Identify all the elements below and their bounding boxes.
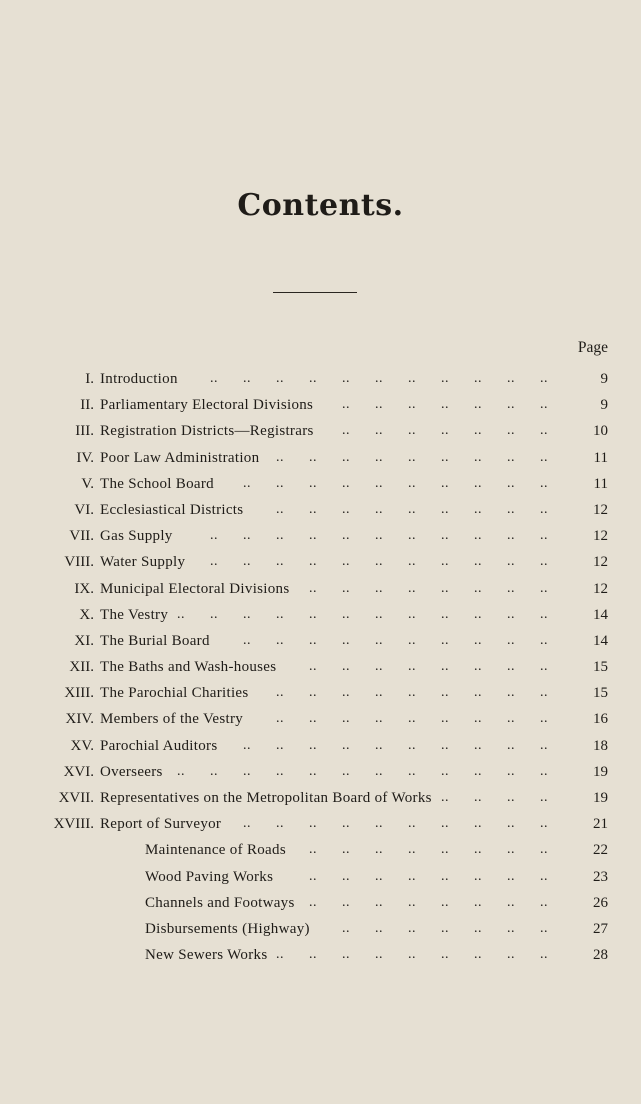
- dot-leader: ..: [342, 501, 350, 517]
- dot-leader: ..: [342, 659, 350, 675]
- toc-entry-number: I.: [85, 371, 94, 387]
- dot-leader: ..: [408, 554, 416, 570]
- dot-leader: ..: [540, 554, 548, 570]
- toc-entry: [0, 445, 641, 471]
- dot-leader: ..: [540, 920, 548, 936]
- dot-leader: ..: [243, 763, 251, 779]
- dot-leader: ..: [540, 868, 548, 884]
- dot-leader: ..: [507, 868, 515, 884]
- toc-entry: [0, 759, 641, 785]
- dot-leader: ..: [441, 763, 449, 779]
- dot-leader: ..: [309, 554, 317, 570]
- dot-leader: ..: [540, 449, 548, 465]
- dot-leader: ..: [474, 449, 482, 465]
- dot-leader: ..: [540, 371, 548, 386]
- dot-leader: ..: [408, 920, 416, 936]
- dot-leader: ..: [342, 371, 350, 386]
- dot-leader: ..: [309, 528, 317, 544]
- dot-leader: ..: [540, 606, 548, 622]
- dot-leader: ..: [309, 580, 317, 596]
- dot-leader: ..: [507, 423, 515, 439]
- toc-entry-page: 26: [593, 894, 608, 911]
- dot-leader: ..: [276, 554, 284, 570]
- toc-entry-page: 15: [593, 659, 608, 676]
- toc-entry-number: XVIII.: [53, 816, 94, 833]
- dot-leader: ..: [342, 842, 350, 858]
- dot-leader: ..: [375, 842, 383, 858]
- dot-leader: ..: [441, 842, 449, 858]
- dot-leader: ..: [276, 763, 284, 779]
- dot-leader: ..: [342, 632, 350, 648]
- dot-leader: ..: [441, 790, 449, 805]
- toc-entry-title: Registration Districts—Registrars: [100, 423, 314, 440]
- dot-leader: ..: [474, 894, 482, 910]
- toc-entry-title: Wood Paving Works: [145, 868, 274, 885]
- dot-leader: ..: [507, 554, 515, 570]
- dot-leader: ..: [474, 475, 482, 491]
- toc-entry-title: The Burial Board: [100, 632, 210, 649]
- dot-leader: ..: [441, 554, 449, 570]
- dot-leader: ..: [243, 475, 251, 491]
- dot-leader: ..: [507, 475, 515, 491]
- dot-leader: ..: [474, 920, 482, 936]
- dot-leader: ..: [309, 894, 317, 910]
- dot-leader: ..: [309, 632, 317, 648]
- dot-leader: ..: [408, 947, 416, 963]
- toc-entry-number: V.: [81, 475, 94, 492]
- dot-leader: ..: [474, 816, 482, 832]
- dot-leader: ..: [507, 894, 515, 910]
- dot-leader: ..: [276, 685, 284, 701]
- toc-entry-title: Water Supply: [100, 554, 186, 571]
- dot-leader: ..: [408, 501, 416, 517]
- dot-leader: ..: [276, 475, 284, 491]
- dot-leader: ..: [474, 423, 482, 439]
- dot-leader: ..: [408, 659, 416, 675]
- dot-leader: ..: [375, 659, 383, 675]
- toc-entry-page: 11: [593, 475, 608, 492]
- dot-leader: ..: [342, 528, 350, 544]
- toc-entry: [0, 890, 641, 916]
- dot-leader: ..: [507, 501, 515, 517]
- dot-leader: ..: [540, 659, 548, 675]
- dot-leader: ..: [408, 894, 416, 910]
- toc-entry-page: 15: [593, 685, 608, 702]
- toc-entry: [0, 733, 641, 759]
- toc-entry-page: 22: [593, 842, 608, 859]
- dot-leader: ..: [507, 632, 515, 648]
- dot-leader: ..: [441, 659, 449, 675]
- toc-entry: [0, 680, 641, 706]
- toc-entry-number: VII.: [69, 528, 94, 545]
- toc-entry: [0, 497, 641, 523]
- dot-leader: ..: [441, 816, 449, 832]
- toc-entry-page: 16: [593, 711, 608, 728]
- dot-leader: ..: [210, 606, 218, 622]
- dot-leader: ..: [474, 763, 482, 779]
- toc-entry-page: 19: [593, 763, 608, 780]
- dot-leader: ..: [375, 580, 383, 596]
- dot-leader: ..: [441, 501, 449, 517]
- dot-leader: ..: [507, 947, 515, 963]
- toc-entry: [0, 366, 641, 392]
- dot-leader: ..: [540, 737, 548, 753]
- dot-leader: ..: [276, 371, 284, 386]
- dot-leader: ..: [342, 423, 350, 439]
- title-rule: [273, 292, 357, 293]
- dot-leader: ..: [507, 920, 515, 936]
- toc-entry-number: XIV.: [65, 711, 94, 728]
- dot-leader: ..: [540, 397, 548, 413]
- dot-leader: ..: [474, 659, 482, 675]
- dot-leader: ..: [342, 816, 350, 832]
- dot-leader: ..: [210, 528, 218, 544]
- dot-leader: ..: [342, 737, 350, 753]
- toc-entry-number: VIII.: [64, 554, 94, 571]
- dot-leader: ..: [441, 685, 449, 701]
- toc-entry-number: VI.: [74, 501, 94, 518]
- toc-entry-title: The Parochial Charities: [100, 685, 249, 702]
- dot-leader: ..: [276, 816, 284, 832]
- dot-leader: ..: [276, 711, 284, 727]
- dot-leader: ..: [177, 606, 185, 622]
- toc-entry-page: 27: [593, 920, 608, 937]
- dot-leader: ..: [342, 894, 350, 910]
- dot-leader: ..: [408, 371, 416, 386]
- dot-leader: ..: [408, 580, 416, 596]
- dot-leader: ..: [309, 816, 317, 832]
- dot-leader: ..: [540, 763, 548, 779]
- dot-leader: ..: [375, 501, 383, 517]
- contents-list: [0, 366, 641, 968]
- toc-entry-page: 19: [593, 790, 608, 806]
- dot-leader: ..: [243, 737, 251, 753]
- toc-entry: [0, 576, 641, 602]
- dot-leader: ..: [540, 816, 548, 832]
- toc-entry-title: Poor Law Administration: [100, 449, 260, 466]
- dot-leader: ..: [375, 475, 383, 491]
- dot-leader: ..: [408, 632, 416, 648]
- dot-leader: ..: [540, 842, 548, 858]
- toc-entry: [0, 471, 641, 497]
- page-title: Contents.: [237, 188, 404, 223]
- toc-entry-title: Representatives on the Metropolitan Board of Works: [100, 790, 432, 806]
- dot-leader: ..: [540, 423, 548, 439]
- dot-leader: ..: [375, 868, 383, 884]
- dot-leader: ..: [342, 763, 350, 779]
- dot-leader: ..: [342, 606, 350, 622]
- toc-entry: [0, 916, 641, 942]
- toc-entry: [0, 523, 641, 549]
- toc-entry: [0, 628, 641, 654]
- dot-leader: ..: [375, 423, 383, 439]
- dot-leader: ..: [408, 737, 416, 753]
- dot-leader: ..: [342, 449, 350, 465]
- dot-leader: ..: [375, 632, 383, 648]
- toc-entry-page: 28: [593, 947, 608, 964]
- dot-leader: ..: [441, 397, 449, 413]
- dot-leader: ..: [375, 947, 383, 963]
- dot-leader: ..: [342, 580, 350, 596]
- dot-leader: ..: [441, 711, 449, 727]
- toc-entry-page: 23: [593, 868, 608, 885]
- dot-leader: ..: [474, 790, 482, 805]
- dot-leader: ..: [375, 528, 383, 544]
- dot-leader: ..: [474, 711, 482, 727]
- dot-leader: ..: [441, 606, 449, 622]
- dot-leader: ..: [342, 475, 350, 491]
- dot-leader: ..: [309, 371, 317, 386]
- toc-entry-number: IX.: [74, 580, 94, 597]
- dot-leader: ..: [309, 711, 317, 727]
- toc-entry-title: Gas Supply: [100, 528, 173, 545]
- dot-leader: ..: [441, 868, 449, 884]
- toc-entry: [0, 602, 641, 628]
- dot-leader: ..: [408, 685, 416, 701]
- dot-leader: ..: [210, 371, 218, 386]
- toc-entry-title: Parochial Auditors: [100, 737, 218, 754]
- toc-entry-number: XIII.: [64, 685, 94, 702]
- dot-leader: ..: [507, 449, 515, 465]
- dot-leader: ..: [243, 371, 251, 386]
- dot-leader: ..: [243, 632, 251, 648]
- dot-leader: ..: [474, 580, 482, 596]
- dot-leader: ..: [540, 632, 548, 648]
- toc-entry-number: XVII.: [58, 790, 94, 806]
- dot-leader: ..: [342, 685, 350, 701]
- dot-leader: ..: [408, 475, 416, 491]
- toc-entry-page: 9: [600, 371, 608, 387]
- dot-leader: ..: [441, 449, 449, 465]
- dot-leader: ..: [441, 371, 449, 386]
- toc-entry-page: 14: [593, 606, 608, 623]
- dot-leader: ..: [507, 737, 515, 753]
- dot-leader: ..: [507, 606, 515, 622]
- toc-entry-page: 21: [593, 816, 608, 833]
- toc-entry-page: 12: [593, 528, 608, 545]
- dot-leader: ..: [474, 528, 482, 544]
- toc-entry-number: XII.: [69, 659, 94, 676]
- dot-leader: ..: [309, 659, 317, 675]
- dot-leader: ..: [507, 711, 515, 727]
- dot-leader: ..: [540, 528, 548, 544]
- dot-leader: ..: [342, 920, 350, 936]
- toc-entry-title: New Sewers Works: [145, 947, 268, 964]
- dot-leader: ..: [507, 763, 515, 779]
- dot-leader: ..: [276, 501, 284, 517]
- toc-entry-title: Parliamentary Electoral Divisions: [100, 397, 314, 414]
- dot-leader: ..: [540, 790, 548, 805]
- dot-leader: ..: [375, 763, 383, 779]
- toc-entry: [0, 837, 641, 863]
- dot-leader: ..: [507, 685, 515, 701]
- dot-leader: ..: [309, 947, 317, 963]
- dot-leader: ..: [309, 685, 317, 701]
- dot-leader: ..: [408, 711, 416, 727]
- dot-leader: ..: [474, 842, 482, 858]
- dot-leader: ..: [342, 868, 350, 884]
- dot-leader: ..: [342, 397, 350, 413]
- dot-leader: ..: [375, 920, 383, 936]
- dot-leader: ..: [540, 580, 548, 596]
- dot-leader: ..: [441, 947, 449, 963]
- dot-leader: ..: [474, 685, 482, 701]
- toc-entry-page: 18: [593, 737, 608, 754]
- toc-entry-page: 12: [593, 580, 608, 597]
- dot-leader: ..: [309, 763, 317, 779]
- toc-entry-title: Disbursements (Highway): [145, 920, 310, 937]
- dot-leader: ..: [375, 711, 383, 727]
- toc-entry-title: Overseers: [100, 763, 163, 780]
- dot-leader: ..: [309, 475, 317, 491]
- dot-leader: ..: [408, 763, 416, 779]
- dot-leader: ..: [375, 606, 383, 622]
- toc-entry: [0, 392, 641, 418]
- dot-leader: ..: [408, 868, 416, 884]
- dot-leader: ..: [243, 816, 251, 832]
- dot-leader: ..: [540, 894, 548, 910]
- toc-entry-number: XVI.: [63, 763, 94, 780]
- dot-leader: ..: [375, 816, 383, 832]
- toc-entry-title: Report of Surveyor: [100, 816, 222, 833]
- dot-leader: ..: [375, 371, 383, 386]
- dot-leader: ..: [375, 449, 383, 465]
- dot-leader: ..: [441, 737, 449, 753]
- dot-leader: ..: [474, 501, 482, 517]
- dot-leader: ..: [507, 842, 515, 858]
- dot-leader: ..: [507, 397, 515, 413]
- toc-entry-page: 12: [593, 501, 608, 518]
- toc-entry-title: Ecclesiastical Districts: [100, 501, 244, 518]
- dot-leader: ..: [276, 632, 284, 648]
- toc-entry-number: IV.: [76, 449, 94, 466]
- dot-leader: ..: [540, 947, 548, 963]
- toc-entry-title: Maintenance of Roads: [145, 842, 286, 859]
- dot-leader: ..: [441, 475, 449, 491]
- dot-leader: ..: [309, 842, 317, 858]
- dot-leader: ..: [507, 790, 515, 805]
- dot-leader: ..: [540, 685, 548, 701]
- dot-leader: ..: [507, 659, 515, 675]
- toc-entry-title: The Baths and Wash-houses: [100, 659, 277, 676]
- dot-leader: ..: [408, 528, 416, 544]
- dot-leader: ..: [441, 528, 449, 544]
- toc-entry: [0, 942, 641, 968]
- dot-leader: ..: [276, 528, 284, 544]
- dot-leader: ..: [474, 371, 482, 386]
- dot-leader: ..: [375, 397, 383, 413]
- dot-leader: ..: [408, 449, 416, 465]
- dot-leader: ..: [474, 606, 482, 622]
- page-column-header: Page: [577, 339, 608, 356]
- dot-leader: ..: [507, 580, 515, 596]
- toc-entry-page: 10: [593, 423, 608, 440]
- dot-leader: ..: [342, 711, 350, 727]
- dot-leader: ..: [375, 737, 383, 753]
- dot-leader: ..: [177, 763, 185, 779]
- dot-leader: ..: [474, 868, 482, 884]
- dot-leader: ..: [276, 449, 284, 465]
- toc-entry: [0, 864, 641, 890]
- dot-leader: ..: [507, 371, 515, 386]
- dot-leader: ..: [408, 606, 416, 622]
- toc-entry-number: XV.: [70, 737, 94, 754]
- dot-leader: ..: [243, 606, 251, 622]
- dot-leader: ..: [540, 711, 548, 727]
- dot-leader: ..: [276, 737, 284, 753]
- toc-entry-title: The Vestry: [100, 606, 169, 623]
- toc-entry-number: X.: [79, 606, 94, 623]
- dot-leader: ..: [474, 554, 482, 570]
- toc-entry-page: 12: [593, 554, 608, 571]
- dot-leader: ..: [342, 554, 350, 570]
- dot-leader: ..: [474, 737, 482, 753]
- dot-leader: ..: [474, 632, 482, 648]
- dot-leader: ..: [441, 920, 449, 936]
- toc-entry: [0, 785, 641, 811]
- dot-leader: ..: [408, 397, 416, 413]
- toc-entry-number: XI.: [74, 632, 94, 649]
- dot-leader: ..: [474, 397, 482, 413]
- dot-leader: ..: [375, 685, 383, 701]
- toc-entry-title: Channels and Footways: [145, 894, 295, 911]
- dot-leader: ..: [309, 501, 317, 517]
- dot-leader: ..: [375, 894, 383, 910]
- dot-leader: ..: [507, 528, 515, 544]
- dot-leader: ..: [408, 423, 416, 439]
- dot-leader: ..: [309, 606, 317, 622]
- dot-leader: ..: [309, 449, 317, 465]
- toc-entry-number: III.: [75, 423, 94, 440]
- dot-leader: ..: [276, 947, 284, 963]
- dot-leader: ..: [408, 816, 416, 832]
- dot-leader: ..: [507, 816, 515, 832]
- toc-entry: [0, 418, 641, 444]
- dot-leader: ..: [441, 580, 449, 596]
- toc-entry: [0, 811, 641, 837]
- dot-leader: ..: [540, 475, 548, 491]
- dot-leader: ..: [375, 554, 383, 570]
- toc-entry-page: 9: [600, 397, 608, 414]
- dot-leader: ..: [441, 894, 449, 910]
- toc-entry: [0, 549, 641, 575]
- toc-entry-number: II.: [80, 397, 94, 414]
- dot-leader: ..: [276, 606, 284, 622]
- toc-entry-title: The School Board: [100, 475, 214, 492]
- dot-leader: ..: [210, 554, 218, 570]
- dot-leader: ..: [408, 842, 416, 858]
- toc-entry-title: Members of the Vestry: [100, 711, 244, 728]
- toc-entry: [0, 654, 641, 680]
- dot-leader: ..: [210, 763, 218, 779]
- dot-leader: ..: [309, 868, 317, 884]
- dot-leader: ..: [342, 947, 350, 963]
- dot-leader: ..: [540, 501, 548, 517]
- toc-entry-page: 11: [593, 449, 608, 466]
- dot-leader: ..: [441, 632, 449, 648]
- toc-entry: [0, 706, 641, 732]
- dot-leader: ..: [243, 528, 251, 544]
- toc-entry-page: 14: [593, 632, 608, 649]
- dot-leader: ..: [309, 737, 317, 753]
- toc-entry-title: Introduction: [100, 371, 178, 387]
- dot-leader: ..: [243, 554, 251, 570]
- dot-leader: ..: [474, 947, 482, 963]
- dot-leader: ..: [441, 423, 449, 439]
- toc-entry-title: Municipal Electoral Divisions: [100, 580, 290, 597]
